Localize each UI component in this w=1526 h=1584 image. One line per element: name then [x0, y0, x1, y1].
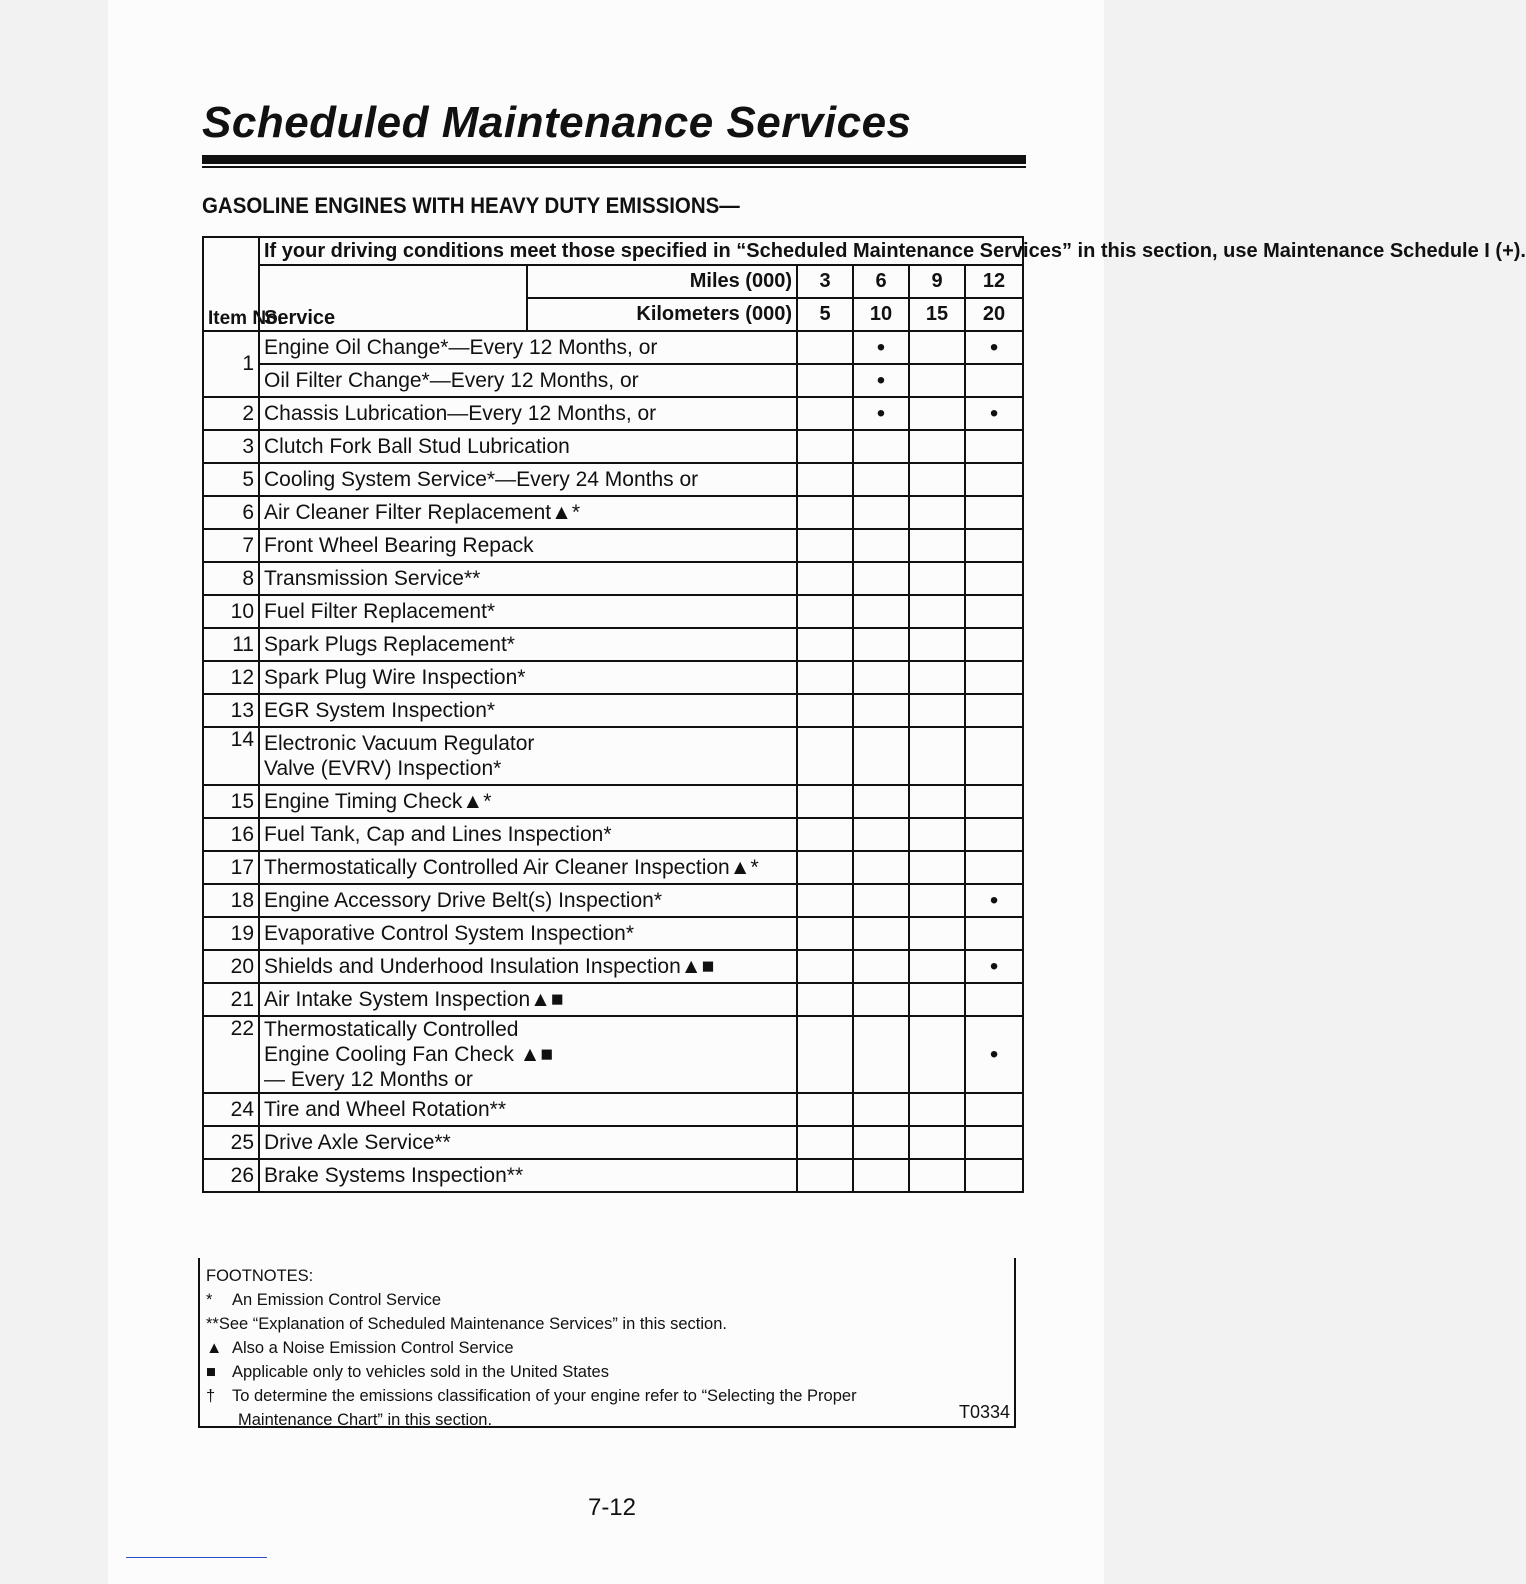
table-row — [203, 818, 1023, 851]
interval-mark — [965, 1159, 1023, 1192]
interval-mark — [853, 950, 909, 983]
footnote-symbol: * — [206, 1291, 213, 1309]
interval-mark — [853, 818, 909, 851]
interval-mark — [909, 785, 965, 818]
interval-mark — [909, 727, 965, 785]
item-number: 20 — [203, 950, 259, 983]
interval-mark — [797, 463, 853, 496]
interval-mark — [853, 496, 909, 529]
service-description: Chassis Lubrication—Every 12 Months, or — [259, 397, 797, 430]
interval-mark — [797, 661, 853, 694]
interval-mark — [909, 496, 965, 529]
footnote-text: Applicable only to vehicles sold in the United States — [232, 1363, 609, 1381]
interval-mark — [853, 562, 909, 595]
table-row — [203, 463, 1023, 496]
interval-mark: • — [965, 884, 1023, 917]
interval-mark — [797, 595, 853, 628]
table-row — [203, 661, 1023, 694]
item-number: 26 — [203, 1159, 259, 1192]
item-number: 14 — [203, 727, 259, 785]
service-description: Thermostatically Controlled Engine Cooling Fan Check ▲■— Every 12 Months or — [259, 1016, 797, 1093]
interval-mark — [909, 430, 965, 463]
service-description: Fuel Tank, Cap and Lines Inspection* — [259, 818, 797, 851]
interval-mark — [909, 983, 965, 1016]
interval-mark — [909, 595, 965, 628]
service-description: Transmission Service** — [259, 562, 797, 595]
service-header: Service — [259, 265, 527, 331]
interval-mark — [965, 628, 1023, 661]
table-row — [203, 1016, 1023, 1093]
item-number: 11 — [203, 628, 259, 661]
miles-header: Miles (000) — [527, 265, 797, 298]
interval-mark — [797, 727, 853, 785]
interval-mark — [965, 430, 1023, 463]
service-description: Tire and Wheel Rotation** — [259, 1093, 797, 1126]
interval-mark — [797, 884, 853, 917]
interval-mark: • — [965, 331, 1023, 364]
footnote-line — [206, 1360, 1014, 1384]
service-description: Engine Oil Change*—Every 12 Months, or — [259, 331, 797, 364]
item-number: 15 — [203, 785, 259, 818]
page-number: 7-12 — [587, 1494, 637, 1521]
interval-mark — [853, 785, 909, 818]
item-number: 19 — [203, 917, 259, 950]
section-subtitle: GASOLINE ENGINES WITH HEAVY DUTY EMISSIONS— — [202, 193, 740, 218]
title-rule-thin — [202, 166, 1026, 168]
interval-mark — [909, 1093, 965, 1126]
interval-mark — [797, 1016, 853, 1093]
interval-mark: • — [965, 397, 1023, 430]
interval-mark — [965, 1093, 1023, 1126]
page-title: Scheduled Maintenance Services — [202, 98, 912, 147]
item-number: 6 — [203, 496, 259, 529]
table-row — [203, 1093, 1023, 1126]
footnote-line — [206, 1384, 1014, 1408]
interval-mark — [853, 983, 909, 1016]
interval-mark — [797, 331, 853, 364]
interval-mark — [853, 430, 909, 463]
interval-mark — [797, 397, 853, 430]
title-rule-thick — [202, 155, 1026, 164]
interval-mark — [909, 950, 965, 983]
interval-mark — [965, 917, 1023, 950]
interval-mark — [797, 785, 853, 818]
interval-mark — [853, 1159, 909, 1192]
interval-mark — [853, 917, 909, 950]
footnote-line — [206, 1288, 1014, 1312]
service-description: Air Cleaner Filter Replacement▲* — [259, 496, 797, 529]
interval-mark: • — [965, 1016, 1023, 1093]
interval-mark — [965, 818, 1023, 851]
interval-mark — [965, 1126, 1023, 1159]
footnote-symbol: ▲ — [206, 1339, 223, 1357]
interval-mark: • — [853, 331, 909, 364]
interval-mark — [853, 694, 909, 727]
table-row — [203, 628, 1023, 661]
chart-code: T0334 — [958, 1402, 1010, 1422]
item-number: 2 — [203, 397, 259, 430]
table-row — [203, 1159, 1023, 1192]
service-description: Fuel Filter Replacement* — [259, 595, 797, 628]
interval-mark — [909, 884, 965, 917]
interval-mark — [909, 628, 965, 661]
item-number: 1 — [203, 331, 259, 397]
service-description: Brake Systems Inspection** — [259, 1159, 797, 1192]
interval-mark — [797, 496, 853, 529]
table-row — [203, 851, 1023, 884]
footnote-symbol: ■ — [206, 1363, 216, 1381]
interval-mark — [965, 463, 1023, 496]
interval-mark — [797, 983, 853, 1016]
kilometers-header: Kilometers (000) — [527, 298, 797, 331]
interval-mark — [797, 562, 853, 595]
interval-mark — [797, 694, 853, 727]
table-row — [203, 727, 1023, 785]
service-description: Spark Plug Wire Inspection* — [259, 661, 797, 694]
interval-mark — [965, 694, 1023, 727]
miles-value: 3 — [797, 265, 853, 298]
interval-mark — [909, 694, 965, 727]
schedule-note: If your driving conditions meet those specified in “Scheduled Maintenance Services” in this section, use Maintenance Schedule I (+). — [259, 237, 1023, 265]
interval-mark — [797, 1093, 853, 1126]
interval-mark — [853, 851, 909, 884]
item-number: 8 — [203, 562, 259, 595]
item-number: 5 — [203, 463, 259, 496]
interval-mark — [853, 529, 909, 562]
interval-mark — [797, 529, 853, 562]
item-number: 17 — [203, 851, 259, 884]
interval-mark — [965, 595, 1023, 628]
item-number: 18 — [203, 884, 259, 917]
kilometers-value: 20 — [965, 298, 1023, 331]
interval-mark — [965, 727, 1023, 785]
item-number: 12 — [203, 661, 259, 694]
interval-mark — [853, 727, 909, 785]
item-no-header: Item No. — [203, 237, 259, 331]
interval-mark — [965, 529, 1023, 562]
interval-mark — [909, 1159, 965, 1192]
footnote-symbol: † — [206, 1387, 216, 1405]
interval-mark — [965, 851, 1023, 884]
interval-mark: • — [853, 397, 909, 430]
service-description: Cooling System Service*—Every 24 Months or — [259, 463, 797, 496]
interval-mark — [909, 818, 965, 851]
interval-mark — [797, 364, 853, 397]
table-row — [203, 496, 1023, 529]
table-row — [203, 983, 1023, 1016]
interval-mark — [853, 661, 909, 694]
footnote-text: An Emission Control Service — [232, 1291, 442, 1309]
footnote-text: **See “Explanation of Scheduled Maintenance Services” in this section. — [206, 1315, 727, 1333]
footnotes-heading: FOOTNOTES: — [206, 1267, 314, 1285]
table-row — [203, 562, 1023, 595]
interval-mark — [853, 884, 909, 917]
service-description: Air Intake System Inspection▲■ — [259, 983, 797, 1016]
interval-mark — [853, 628, 909, 661]
interval-mark — [909, 397, 965, 430]
interval-mark — [797, 1159, 853, 1192]
kilometers-value: 10 — [853, 298, 909, 331]
interval-mark — [853, 463, 909, 496]
table-row — [203, 364, 1023, 397]
interval-mark — [965, 364, 1023, 397]
footnote-line — [206, 1336, 1014, 1360]
service-description: Oil Filter Change*—Every 12 Months, or — [259, 364, 797, 397]
item-number: 7 — [203, 529, 259, 562]
table-row — [203, 694, 1023, 727]
footnote-text: Also a Noise Emission Control Service — [232, 1339, 514, 1357]
interval-mark: • — [965, 950, 1023, 983]
item-number: 22 — [203, 1016, 259, 1093]
table-row — [203, 397, 1023, 430]
service-description: EGR System Inspection* — [259, 694, 797, 727]
interval-mark — [965, 496, 1023, 529]
service-description: Front Wheel Bearing Repack — [259, 529, 797, 562]
table-row — [203, 331, 1023, 364]
interval-mark — [853, 1093, 909, 1126]
interval-mark — [909, 562, 965, 595]
table-row — [203, 430, 1023, 463]
interval-mark — [797, 851, 853, 884]
interval-mark — [965, 661, 1023, 694]
footnotes-box — [198, 1258, 1016, 1428]
interval-mark — [909, 851, 965, 884]
interval-mark — [909, 331, 965, 364]
service-description: Thermostatically Controlled Air Cleaner Inspection▲* — [259, 851, 797, 884]
interval-mark — [965, 562, 1023, 595]
interval-mark — [909, 1126, 965, 1159]
table-row — [203, 917, 1023, 950]
interval-mark: • — [853, 364, 909, 397]
footnote-line — [206, 1312, 1014, 1336]
service-description: Electronic Vacuum Regulator Valve (EVRV) Inspection* — [259, 727, 797, 785]
item-number: 3 — [203, 430, 259, 463]
interval-mark — [909, 661, 965, 694]
table-row — [203, 884, 1023, 917]
interval-mark — [853, 1126, 909, 1159]
interval-mark — [797, 430, 853, 463]
miles-value: 6 — [853, 265, 909, 298]
interval-mark — [965, 785, 1023, 818]
item-number: 25 — [203, 1126, 259, 1159]
table-row — [203, 595, 1023, 628]
service-description: Engine Accessory Drive Belt(s) Inspection* — [259, 884, 797, 917]
item-number: 10 — [203, 595, 259, 628]
item-number: 24 — [203, 1093, 259, 1126]
table-row — [203, 1126, 1023, 1159]
interval-mark — [797, 628, 853, 661]
interval-mark — [797, 950, 853, 983]
interval-mark — [965, 983, 1023, 1016]
miles-value: 9 — [909, 265, 965, 298]
maintenance-schedule-table — [202, 236, 1526, 1193]
kilometers-value: 5 — [797, 298, 853, 331]
interval-mark — [909, 364, 965, 397]
interval-mark — [909, 463, 965, 496]
service-description: Engine Timing Check▲* — [259, 785, 797, 818]
interval-mark — [853, 1016, 909, 1093]
footnote-line — [206, 1408, 1014, 1432]
kilometers-value: 15 — [909, 298, 965, 331]
bottom-link-underline[interactable] — [126, 1557, 267, 1558]
table-row — [203, 950, 1023, 983]
interval-mark — [797, 1126, 853, 1159]
interval-mark — [853, 595, 909, 628]
service-description: Clutch Fork Ball Stud Lubrication — [259, 430, 797, 463]
table-row — [203, 785, 1023, 818]
table-row — [203, 529, 1023, 562]
service-description: Evaporative Control System Inspection* — [259, 917, 797, 950]
interval-mark — [909, 1016, 965, 1093]
service-description: Spark Plugs Replacement* — [259, 628, 797, 661]
service-description: Shields and Underhood Insulation Inspection▲■ — [259, 950, 797, 983]
footnote-text: To determine the emissions classification of your engine refer to “Selecting the Proper — [232, 1387, 857, 1405]
interval-mark — [797, 917, 853, 950]
interval-mark — [909, 529, 965, 562]
interval-mark — [797, 818, 853, 851]
item-number: 16 — [203, 818, 259, 851]
footnote-text: Maintenance Chart” in this section. — [238, 1411, 493, 1429]
interval-mark — [909, 917, 965, 950]
item-number: 13 — [203, 694, 259, 727]
miles-value: 12 — [965, 265, 1023, 298]
service-description: Drive Axle Service** — [259, 1126, 797, 1159]
item-number: 21 — [203, 983, 259, 1016]
